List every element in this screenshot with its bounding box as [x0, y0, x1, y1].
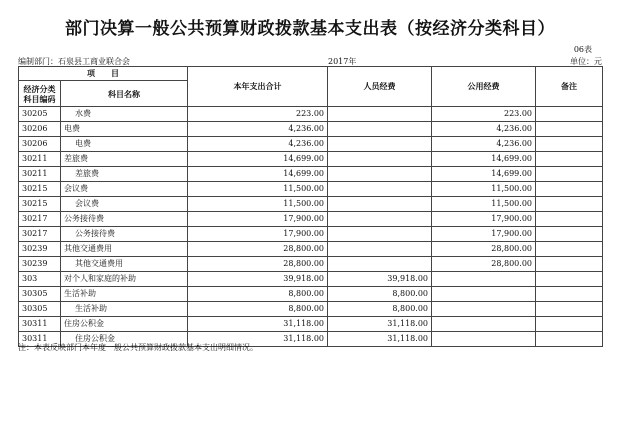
row-personnel: 8,800.00 [328, 287, 432, 302]
row-remark [536, 242, 603, 257]
row-remark [536, 272, 603, 287]
row-code: 30239 [19, 257, 61, 272]
row-code: 30211 [19, 152, 61, 167]
row-name: 对个人和家庭的补助 [61, 272, 188, 287]
row-remark [536, 152, 603, 167]
row-total: 17,900.00 [188, 212, 328, 227]
row-remark [536, 332, 603, 347]
header-total: 本年支出合计 [188, 67, 328, 107]
row-code: 30215 [19, 197, 61, 212]
row-remark [536, 257, 603, 272]
table-row [19, 272, 603, 287]
row-code: 30206 [19, 122, 61, 137]
row-personnel [328, 107, 432, 122]
row-public: 17,900.00 [432, 227, 536, 242]
row-remark [536, 287, 603, 302]
row-public [432, 332, 536, 347]
row-total: 14,699.00 [188, 167, 328, 182]
table-row [19, 227, 603, 242]
row-public: 11,500.00 [432, 182, 536, 197]
row-code: 30206 [19, 137, 61, 152]
row-personnel [328, 227, 432, 242]
row-code: 30205 [19, 107, 61, 122]
table-row [19, 197, 603, 212]
row-name: 会议费 [61, 182, 188, 197]
table-row [19, 317, 603, 332]
row-code: 30217 [19, 212, 61, 227]
row-personnel [328, 122, 432, 137]
row-personnel [328, 197, 432, 212]
table-row [19, 122, 603, 137]
row-remark [536, 167, 603, 182]
header-personnel: 人员经费 [328, 67, 432, 107]
row-remark [536, 182, 603, 197]
row-personnel [328, 212, 432, 227]
table-row [19, 152, 603, 167]
table-row [19, 287, 603, 302]
table-row [19, 137, 603, 152]
row-remark [536, 212, 603, 227]
header-subject-name: 科目名称 [61, 81, 188, 107]
year-label: 2017年 [328, 57, 357, 66]
row-code: 30239 [19, 242, 61, 257]
row-public: 28,800.00 [432, 242, 536, 257]
header-remark: 备注 [536, 67, 603, 107]
header-econ-code: 经济分类 科目编码 [19, 81, 61, 107]
unit-label: 单位：元 [570, 57, 602, 66]
row-total: 223.00 [188, 107, 328, 122]
row-personnel: 31,118.00 [328, 317, 432, 332]
row-name: 差旅费 [61, 152, 188, 167]
org-label: 编制部门：石泉县工商业联合会 [18, 57, 130, 66]
row-name: 其他交通费用 [61, 257, 188, 272]
table-row [19, 257, 603, 272]
footnote: 注：本表反映部门本年度一般公共预算财政拨款基本支出明细情况。 [18, 343, 258, 352]
row-total: 11,500.00 [188, 197, 328, 212]
table-row [19, 182, 603, 197]
row-personnel [328, 257, 432, 272]
row-personnel: 8,800.00 [328, 302, 432, 317]
header-public: 公用经费 [432, 67, 536, 107]
row-personnel: 31,118.00 [328, 332, 432, 347]
row-public: 14,699.00 [432, 152, 536, 167]
row-public: 11,500.00 [432, 197, 536, 212]
table-row [19, 242, 603, 257]
row-public [432, 287, 536, 302]
row-name: 其他交通费用 [61, 242, 188, 257]
row-name: 公务接待费 [61, 227, 188, 242]
row-public: 14,699.00 [432, 167, 536, 182]
row-remark [536, 107, 603, 122]
row-personnel [328, 182, 432, 197]
table-body [19, 107, 603, 347]
row-total: 4,236.00 [188, 137, 328, 152]
row-total: 8,800.00 [188, 287, 328, 302]
row-name: 电费 [61, 122, 188, 137]
row-remark [536, 227, 603, 242]
row-name: 生活补助 [61, 302, 188, 317]
row-total: 31,118.00 [188, 332, 328, 347]
row-remark [536, 197, 603, 212]
row-total: 4,236.00 [188, 122, 328, 137]
row-total: 39,918.00 [188, 272, 328, 287]
row-code: 30305 [19, 302, 61, 317]
row-public: 223.00 [432, 107, 536, 122]
row-code: 30217 [19, 227, 61, 242]
row-code: 30311 [19, 317, 61, 332]
table-code: 06表 [573, 45, 592, 54]
row-code: 30215 [19, 182, 61, 197]
report-title: 部门决算一般公共预算财政拨款基本支出表（按经济分类科目） [65, 19, 555, 39]
row-total: 28,800.00 [188, 242, 328, 257]
row-personnel: 39,918.00 [328, 272, 432, 287]
row-code: 30211 [19, 167, 61, 182]
row-remark [536, 137, 603, 152]
row-remark [536, 317, 603, 332]
row-total: 31,118.00 [188, 317, 328, 332]
row-name: 生活补助 [61, 287, 188, 302]
table-row [19, 212, 603, 227]
row-personnel [328, 152, 432, 167]
expenditure-table [18, 66, 603, 347]
row-code: 30305 [19, 287, 61, 302]
header-item: 项 目 [19, 67, 188, 81]
row-total: 28,800.00 [188, 257, 328, 272]
row-public [432, 272, 536, 287]
row-name: 住房公积金 [61, 317, 188, 332]
row-code: 30311 [19, 332, 61, 347]
row-code: 303 [19, 272, 61, 287]
table-row [19, 167, 603, 182]
row-remark [536, 122, 603, 137]
row-public [432, 302, 536, 317]
row-total: 11,500.00 [188, 182, 328, 197]
table-row [19, 302, 603, 317]
row-personnel [328, 167, 432, 182]
row-public: 4,236.00 [432, 122, 536, 137]
row-public: 4,236.00 [432, 137, 536, 152]
row-remark [536, 302, 603, 317]
row-name: 差旅费 [61, 167, 188, 182]
row-public: 17,900.00 [432, 212, 536, 227]
row-name: 会议费 [61, 197, 188, 212]
row-public [432, 317, 536, 332]
row-personnel [328, 242, 432, 257]
row-name: 公务接待费 [61, 212, 188, 227]
row-total: 17,900.00 [188, 227, 328, 242]
row-total: 14,699.00 [188, 152, 328, 167]
row-name: 水费 [61, 107, 188, 122]
row-name: 电费 [61, 137, 188, 152]
table-row [19, 107, 603, 122]
row-personnel [328, 137, 432, 152]
row-public: 28,800.00 [432, 257, 536, 272]
row-total: 8,800.00 [188, 302, 328, 317]
row-name: 住房公积金 [61, 332, 188, 347]
